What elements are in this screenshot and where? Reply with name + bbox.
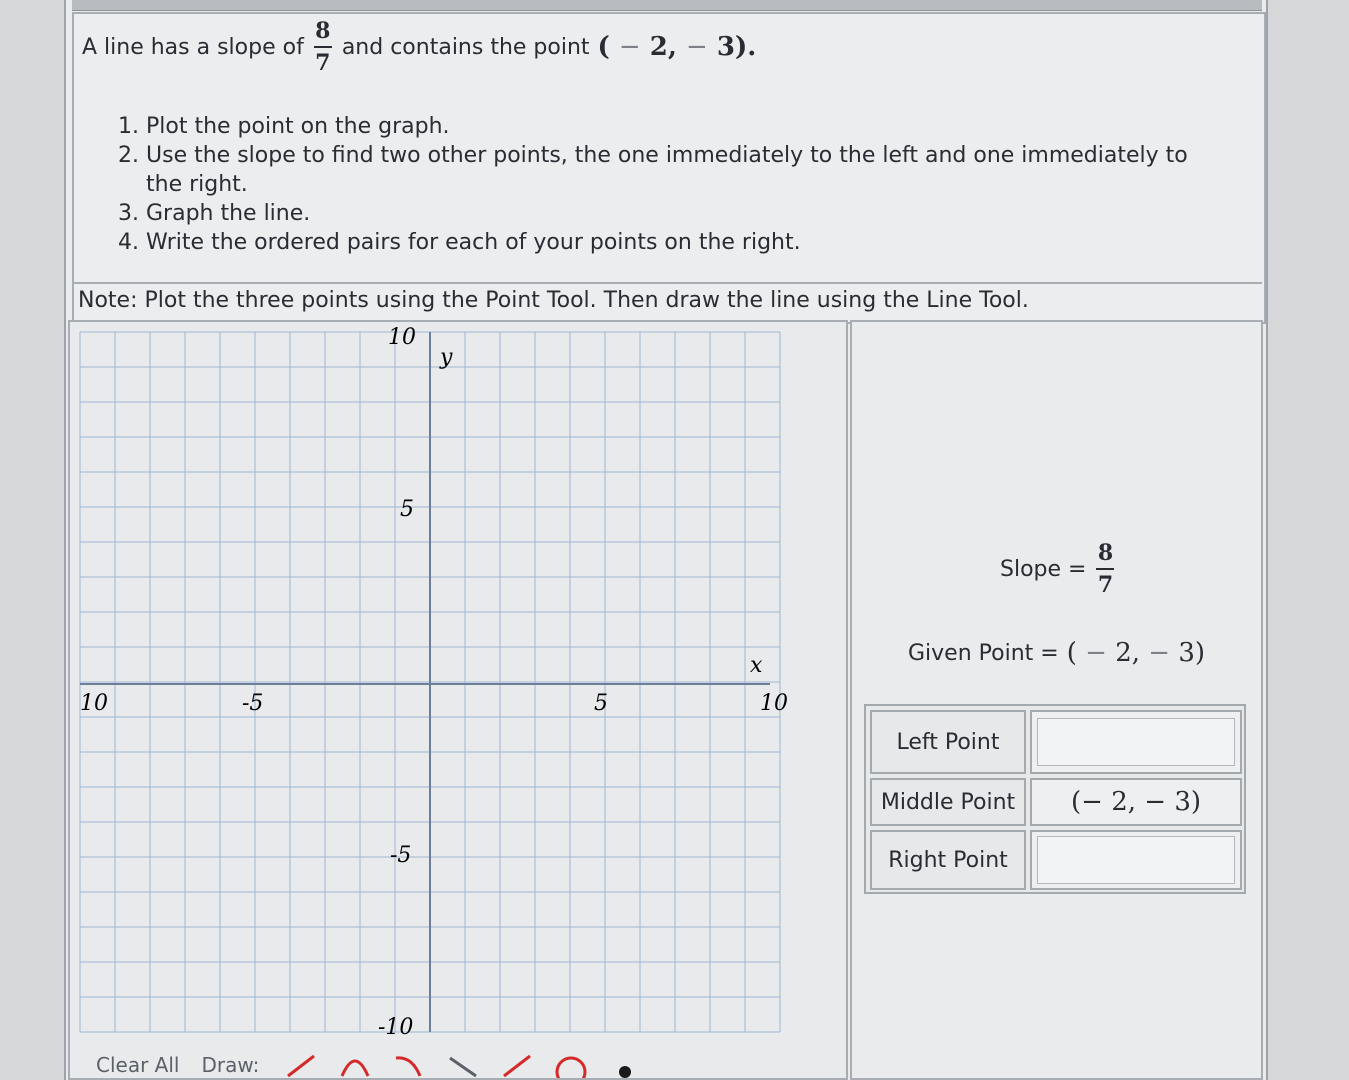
given-point-value: ( − 2, − 3) xyxy=(1066,638,1206,668)
answer-panel xyxy=(850,320,1263,1080)
intro-text: A line has a slope of xyxy=(82,34,304,60)
middle-point-label: Middle Point xyxy=(870,778,1026,826)
middle-point-value: (− 2, − 3) xyxy=(1030,778,1242,826)
graph-panel xyxy=(68,320,848,1080)
given-point-label: Given Point = xyxy=(908,640,1059,666)
tick-label-x-pos5: 5 xyxy=(594,691,608,716)
left-point-input[interactable] xyxy=(1037,718,1235,766)
slope-display xyxy=(1000,540,1124,598)
tick-label-x-neg5: -5 xyxy=(242,691,264,716)
tick-label-x-pos10: 10 xyxy=(760,691,788,716)
left-point-label: Left Point xyxy=(870,710,1026,774)
middle-point-row xyxy=(870,778,1242,826)
given-point-text: ( − 2, − 3). xyxy=(597,32,757,62)
draw-toolbar xyxy=(96,1050,696,1080)
points-table xyxy=(864,704,1246,894)
clear-all-button[interactable]: Clear All xyxy=(96,1053,180,1077)
step-2: 2. Use the slope to find two other points, the one immediately to the left and one immediately to the right. xyxy=(118,143,1188,197)
step-4: 4. Write the ordered pairs for each of your points on the right. xyxy=(118,230,801,255)
tick-label-y-neg5: -5 xyxy=(390,843,412,868)
segment-tool-icon[interactable] xyxy=(497,1050,537,1080)
tick-label-y-pos10: 10 xyxy=(388,325,416,350)
slope-numerator: 8 xyxy=(315,18,331,44)
slope-denominator: 7 xyxy=(315,50,331,76)
slope-fraction xyxy=(314,18,332,76)
line-tool-icon[interactable] xyxy=(281,1050,321,1080)
left-point-cell xyxy=(1030,710,1242,774)
slope-label: Slope = xyxy=(1000,556,1087,582)
circle-tool-icon[interactable] xyxy=(551,1050,591,1080)
intro-text-2: and contains the point xyxy=(341,34,590,60)
step-1: 1. Plot the point on the graph. xyxy=(118,114,450,139)
step-3: 3. Graph the line. xyxy=(118,201,311,226)
tick-label-y-neg10: -10 xyxy=(378,1015,414,1040)
slope-display-fraction: $\frac{8}{7}$ xyxy=(1097,540,1114,598)
left-point-row xyxy=(870,710,1242,774)
right-point-cell xyxy=(1030,830,1242,890)
coordinate-grid[interactable] xyxy=(70,322,846,1078)
note-text: Note: Plot the three points using the Point Tool. Then draw the line using the Line Tool. xyxy=(72,282,1262,318)
problem-intro xyxy=(82,18,756,76)
right-point-row xyxy=(870,830,1242,890)
ray-tool-icon[interactable] xyxy=(443,1050,483,1080)
instruction-list xyxy=(118,112,1228,257)
draw-label: Draw: xyxy=(201,1053,260,1077)
x-axis-label: x xyxy=(750,653,763,678)
given-point-display xyxy=(908,638,1205,668)
tick-label-x-neg10: 10 xyxy=(80,691,108,716)
y-axis-label: y xyxy=(440,345,453,370)
right-point-input[interactable] xyxy=(1037,836,1235,884)
parabola-tool-icon[interactable] xyxy=(335,1050,375,1080)
title-bar xyxy=(72,0,1262,11)
tick-label-y-pos5: 5 xyxy=(400,497,414,522)
curve-tool-icon[interactable] xyxy=(389,1050,429,1080)
point-tool-icon[interactable] xyxy=(605,1050,645,1080)
right-point-label: Right Point xyxy=(870,830,1026,890)
